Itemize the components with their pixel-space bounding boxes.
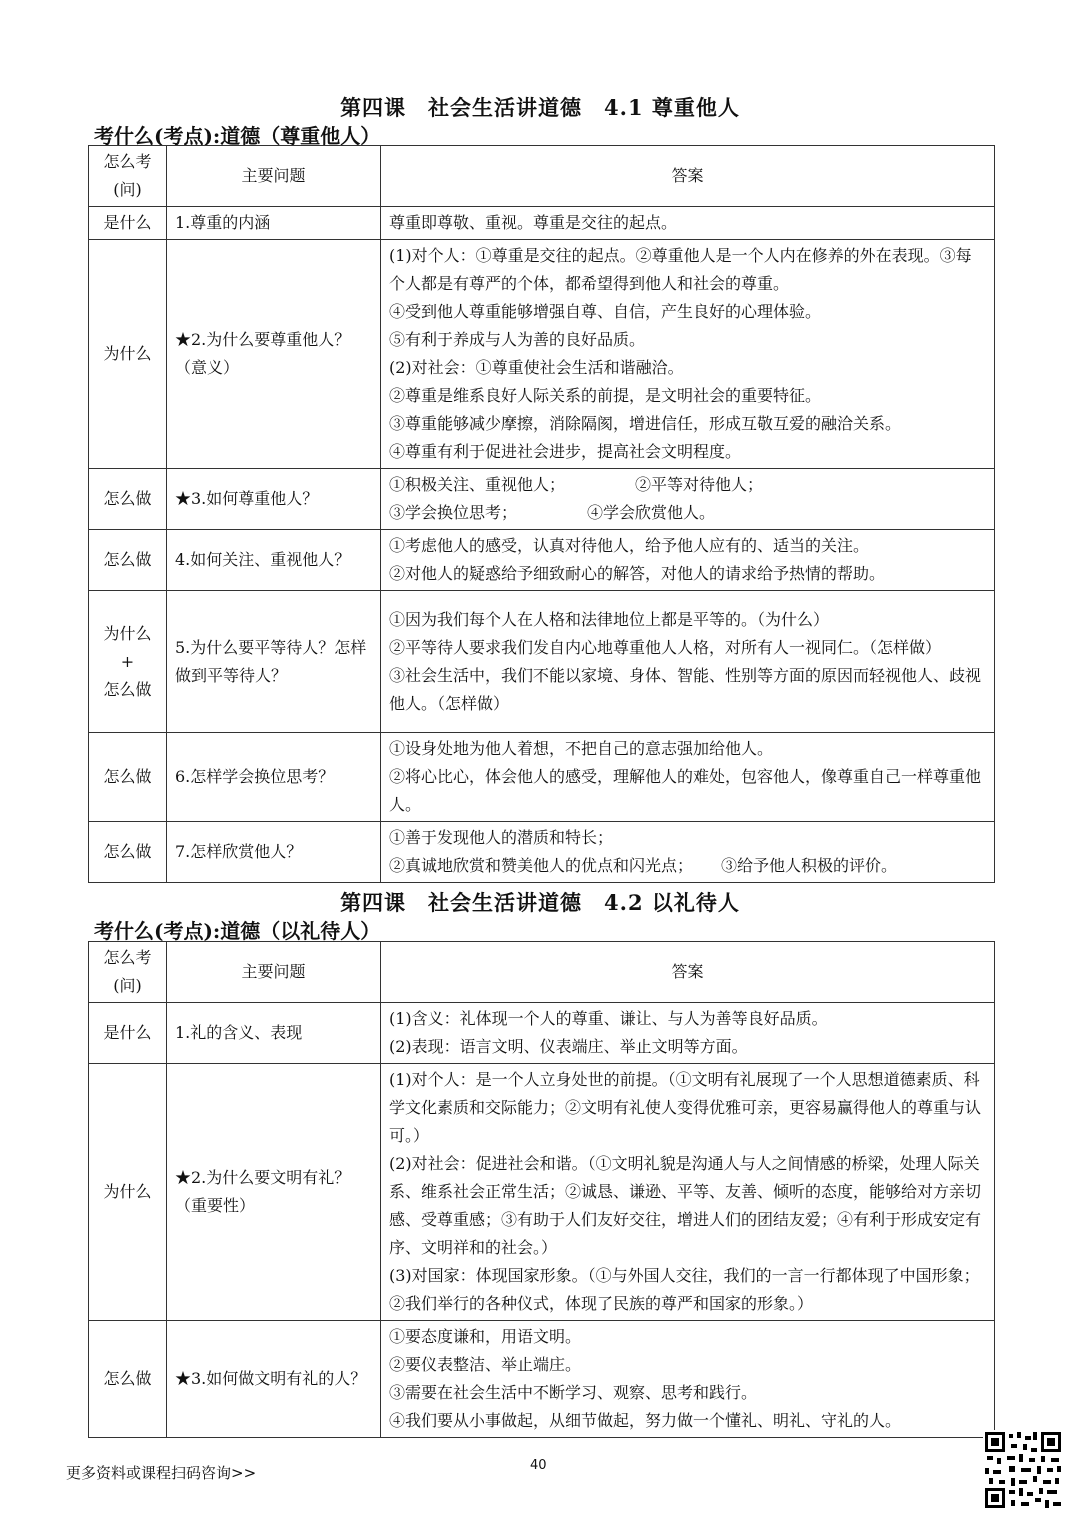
qr-code-icon[interactable] xyxy=(983,1430,1063,1510)
table-row xyxy=(89,530,995,591)
table-row xyxy=(89,1321,995,1438)
row-question: 4.如何关注、重视他人？ xyxy=(167,530,381,591)
row-question: ★3.如何做文明有礼的人？ xyxy=(167,1321,381,1438)
row-question: ★2.为什么要文明有礼？（重要性） xyxy=(167,1064,381,1321)
table-header-row xyxy=(89,942,995,1003)
row-answer: ①善于发现他人的潜质和特长； ②真诚地欣赏和赞美他人的优点和闪光点； ③给予他人积极的评价。 xyxy=(381,822,995,883)
row-question: 1.礼的含义、表现 xyxy=(167,1003,381,1064)
row-question: ★3.如何尊重他人？ xyxy=(167,469,381,530)
row-how: 怎么做 xyxy=(89,1321,167,1438)
row-how: 为什么 xyxy=(89,1064,167,1321)
table-row xyxy=(89,469,995,530)
row-answer: (1)对个人：是一个人立身处世的前提。（①文明有礼展现了一个人思想道德素质、科学文化素质和交际能力；②文明有礼使人变得优雅可亲，更容易赢得他人的尊重与认可。） (2)对社会：促进社会和谐。（①文明礼貌是沟通人与人之间情感的桥梁，处理人际关系、维系社会正常生活；②诚恳、谦逊、平等、友善、倾听的态度，能够给对方亲切感、受尊重感；③有助于人们友好交往，增进人们的团结友爱；④有利于形成安定有序、文明祥和的社会。） (3)对国家：体现国家形象。（①与外国人交往，我们的一言一行都体现了中国形象；②我们举行的各种仪式，体现了民族的尊严和国家的形象。） xyxy=(381,1064,995,1321)
row-answer: ①设身处地为他人着想，不把自己的意志强加给他人。 ②将心比心，体会他人的感受，理解他人的难处，包容他人，像尊重自己一样尊重他人。 xyxy=(381,733,995,822)
row-question: 5.为什么要平等待人？怎样做到平等待人？ xyxy=(167,591,381,733)
row-how: 是什么 xyxy=(89,207,167,240)
row-answer: 尊重即尊敬、重视。尊重是交往的起点。 xyxy=(381,207,995,240)
row-question: 6.怎样学会换位思考？ xyxy=(167,733,381,822)
table-row xyxy=(89,591,995,733)
header-question: 主要问题 xyxy=(167,942,381,1003)
row-answer: ①积极关注、重视他人； ②平等对待他人； ③学会换位思考； ④学会欣赏他人。 xyxy=(381,469,995,530)
table-row xyxy=(89,240,995,469)
header-how: 怎么考(问) xyxy=(89,942,167,1003)
row-answer: ①考虑他人的感受，认真对待他人，给予他人应有的、适当的关注。 ②对他人的疑惑给予细致耐心的解答，对他人的请求给予热情的帮助。 xyxy=(381,530,995,591)
row-answer: ①因为我们每个人在人格和法律地位上都是平等的。（为什么） ②平等待人要求我们发自内心地尊重他人人格，对所有人一视同仁。（怎样做） ③社会生活中，我们不能以家境、身体、智能、性别等方面的原因而轻视他人、歧视他人。（怎样做） xyxy=(381,591,995,733)
row-how: 是什么 xyxy=(89,1003,167,1064)
row-answer: ①要态度谦和，用语文明。 ②要仪表整洁、举止端庄。 ③需要在社会生活中不断学习、观察、思考和践行。 ④我们要从小事做起，从细节做起，努力做一个懂礼、明礼、守礼的人。 xyxy=(381,1321,995,1438)
row-how: 怎么做 xyxy=(89,733,167,822)
section1-table xyxy=(88,145,995,883)
row-question: 1.尊重的内涵 xyxy=(167,207,381,240)
row-how: 为什么 xyxy=(89,240,167,469)
header-question: 主要问题 xyxy=(167,146,381,207)
row-answer: (1)对个人：①尊重是交往的起点。②尊重他人是一个人内在修养的外在表现。③每个人都是有尊严的个体，都希望得到他人和社会的尊重。 ④受到他人尊重能够增强自尊、自信，产生良好的心理体验。 ⑤有利于养成与人为善的良好品质。 (2)对社会：①尊重使社会生活和谐融洽。 ②尊重是维系良好人际关系的前提，是文明社会的重要特征。 ③尊重能够减少摩擦，消除隔阂，增进信任，形成互敬互爱的融洽关系。 ④尊重有利于促进社会进步，提高社会文明程度。 xyxy=(381,240,995,469)
row-how: 怎么做 xyxy=(89,822,167,883)
table-row xyxy=(89,733,995,822)
row-how: 怎么做 xyxy=(89,469,167,530)
footer-text: 更多资料或课程扫码咨询>> xyxy=(66,1464,257,1482)
section1-subtitle: 考什么(考点):道德（尊重他人） xyxy=(94,124,381,148)
row-question: ★2.为什么要尊重他人？（意义） xyxy=(167,240,381,469)
table-row xyxy=(89,822,995,883)
page-number: 40 xyxy=(530,1458,547,1473)
header-how: 怎么考(问) xyxy=(89,146,167,207)
row-how: 为什么 + 怎么做 xyxy=(89,591,167,733)
header-answer: 答案 xyxy=(381,146,995,207)
row-how: 怎么做 xyxy=(89,530,167,591)
section1-title: 第四课 社会生活讲道德 4.1 尊重他人 xyxy=(340,95,740,120)
table-row xyxy=(89,207,995,240)
header-answer: 答案 xyxy=(381,942,995,1003)
table-header-row xyxy=(89,146,995,207)
table-row xyxy=(89,1003,995,1064)
section2-title: 第四课 社会生活讲道德 4.2 以礼待人 xyxy=(340,890,740,915)
row-answer: (1)含义：礼体现一个人的尊重、谦让、与人为善等良好品质。 (2)表现：语言文明、仪表端庄、举止文明等方面。 xyxy=(381,1003,995,1064)
section2-subtitle: 考什么(考点):道德（以礼待人） xyxy=(94,919,381,943)
table-row xyxy=(89,1064,995,1321)
row-question: 7.怎样欣赏他人？ xyxy=(167,822,381,883)
section2-table xyxy=(88,941,995,1438)
